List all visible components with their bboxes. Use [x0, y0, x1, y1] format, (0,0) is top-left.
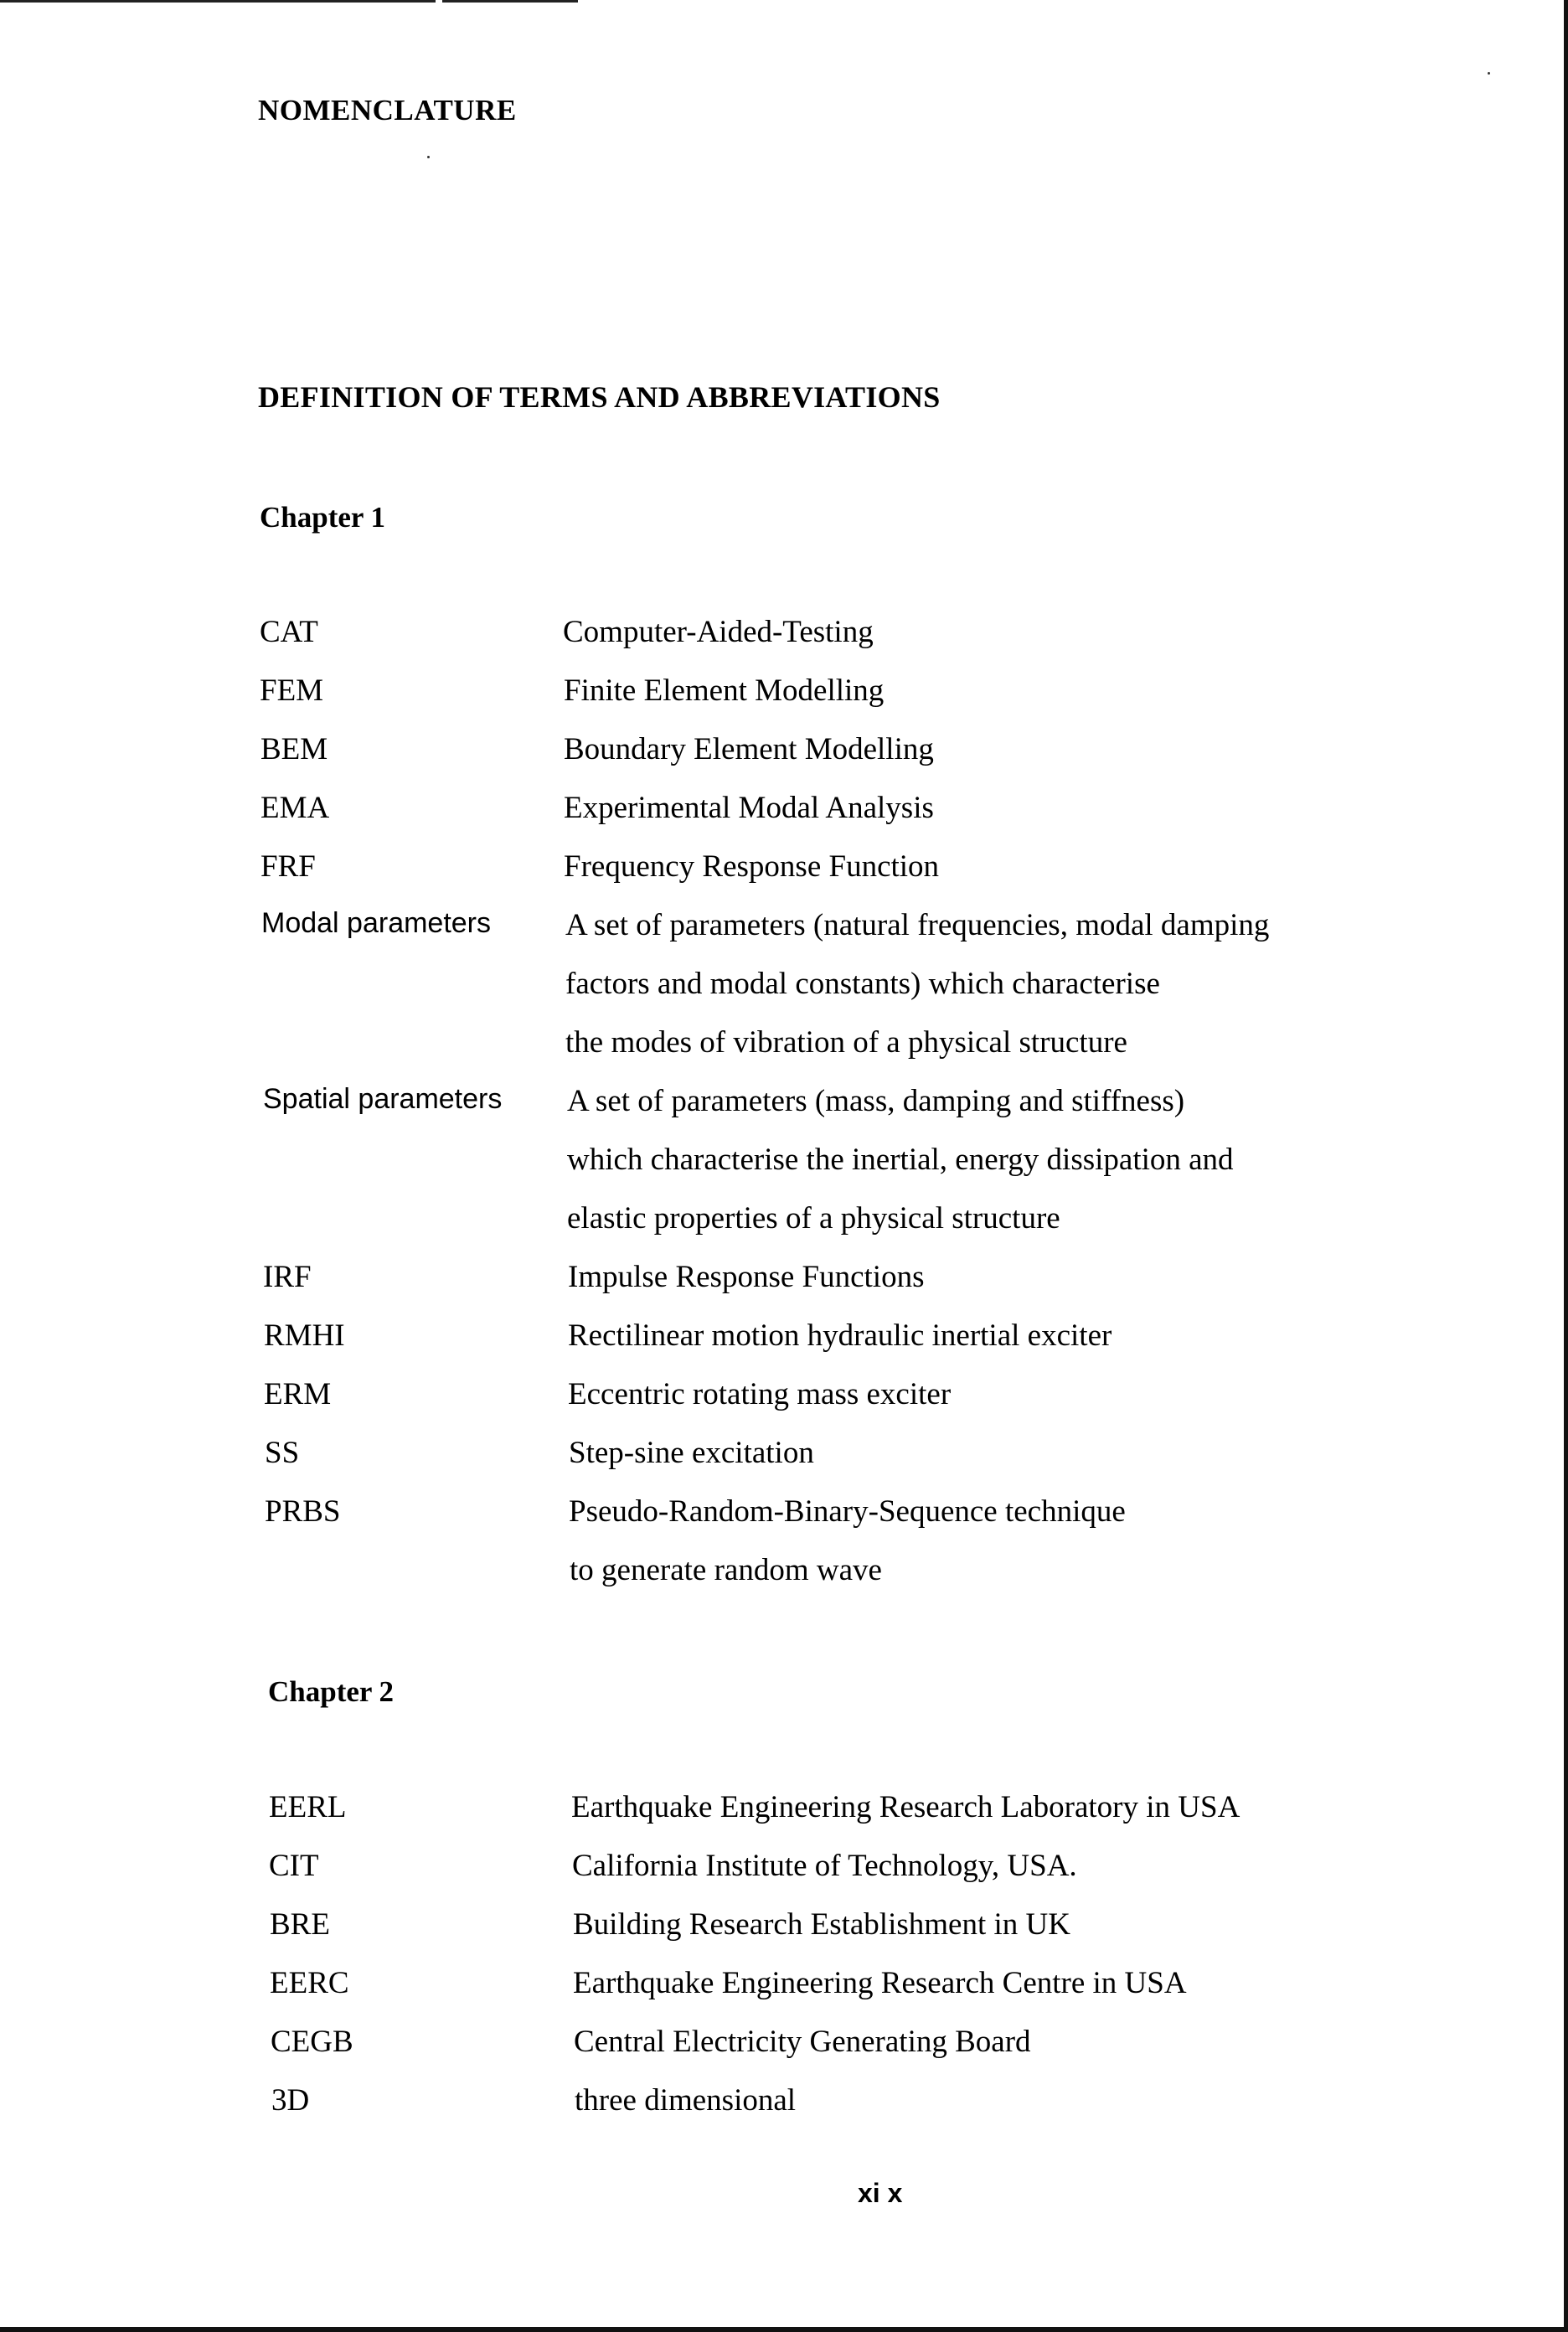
- scan-speck: [1488, 72, 1490, 75]
- definition-line: which characterise the inertial, energy dissipation and: [567, 1143, 1234, 1177]
- list-item: [0, 1965, 1568, 2024]
- list-item-continuation: [0, 966, 1568, 1024]
- list-item-continuation: [0, 1142, 1568, 1200]
- definition: Earthquake Engineering Research Centre in USA: [573, 1966, 1187, 2000]
- list-item: [0, 1376, 1568, 1435]
- list-item: [0, 614, 1568, 673]
- term: Modal parameters: [261, 907, 492, 939]
- list-item-continuation: [0, 1200, 1568, 1259]
- term: PRBS: [265, 1494, 341, 1529]
- term: EMA: [260, 791, 330, 825]
- list-item: [0, 1494, 1568, 1552]
- definition: Building Research Establishment in UK: [573, 1907, 1070, 1942]
- definition-line: elastic properties of a physical structure: [567, 1201, 1060, 1236]
- definition-line: the modes of vibration of a physical structure: [565, 1025, 1127, 1060]
- scan-edge-gap: [436, 0, 442, 3]
- term: FRF: [260, 849, 316, 884]
- definition: Rectilinear motion hydraulic inertial exciter: [568, 1318, 1112, 1353]
- list-item: [0, 1435, 1568, 1494]
- definition: Experimental Modal Analysis: [564, 791, 934, 825]
- list-item: [0, 907, 1568, 966]
- definition-line: to generate random wave: [570, 1553, 882, 1587]
- chapter-heading-2: Chapter 2: [268, 1675, 395, 1708]
- definition-line: A set of parameters (mass, damping and stiffness): [567, 1084, 1185, 1118]
- term: SS: [265, 1436, 300, 1470]
- page-title: NOMENCLATURE: [258, 94, 517, 126]
- term: BEM: [260, 732, 328, 766]
- term: 3D: [271, 2083, 310, 2118]
- list-item: [0, 1906, 1568, 1965]
- definition: Earthquake Engineering Research Laboratory in USA: [571, 1790, 1240, 1824]
- definition: Computer-Aided-Testing: [563, 615, 874, 649]
- term: CAT: [260, 615, 318, 649]
- term: ERM: [264, 1377, 332, 1411]
- list-item: [0, 1789, 1568, 1848]
- list-item: [0, 790, 1568, 849]
- chapter-heading-1: Chapter 1: [260, 501, 386, 534]
- definition: Boundary Element Modelling: [564, 732, 934, 766]
- scan-speck: [427, 156, 430, 158]
- list-item: [0, 673, 1568, 731]
- term: CEGB: [271, 2025, 353, 2059]
- scan-edge-top: [0, 0, 578, 3]
- definition: three dimensional: [575, 2083, 797, 2118]
- term: CIT: [269, 1849, 319, 1883]
- term: RMHI: [264, 1318, 345, 1353]
- list-item: [0, 2024, 1568, 2082]
- scan-edge-bottom: [0, 2327, 1568, 2332]
- term: Spatial parameters: [263, 1083, 503, 1115]
- section-title: DEFINITION OF TERMS AND ABBREVIATIONS: [258, 380, 941, 414]
- definition: Impulse Response Functions: [568, 1260, 925, 1294]
- definition-line: Pseudo-Random-Binary-Sequence technique: [569, 1494, 1126, 1529]
- term: BRE: [270, 1907, 330, 1942]
- list-item: [0, 1083, 1568, 1142]
- list-item: [0, 1318, 1568, 1376]
- term: EERC: [270, 1966, 349, 2000]
- definition: Frequency Response Function: [564, 849, 940, 884]
- list-item-continuation: [0, 1024, 1568, 1083]
- definition: Step-sine excitation: [569, 1436, 814, 1470]
- list-item: [0, 849, 1568, 907]
- list-item: [0, 1848, 1568, 1906]
- definition: Finite Element Modelling: [564, 673, 885, 708]
- definition: Eccentric rotating mass exciter: [568, 1377, 952, 1411]
- definition-line: factors and modal constants) which characterise: [565, 967, 1160, 1001]
- list-item: [0, 1259, 1568, 1318]
- term: EERL: [269, 1790, 347, 1824]
- definition-line: A set of parameters (natural frequencies, modal damping: [565, 908, 1270, 942]
- page-number: xi x: [858, 2178, 903, 2208]
- term: FEM: [260, 673, 324, 708]
- definition: California Institute of Technology, USA.: [572, 1849, 1077, 1883]
- list-item: [0, 731, 1568, 790]
- term: IRF: [263, 1260, 312, 1294]
- list-item: [0, 2082, 1568, 2141]
- definition: Central Electricity Generating Board: [574, 2025, 1031, 2059]
- list-item-continuation: [0, 1552, 1568, 1611]
